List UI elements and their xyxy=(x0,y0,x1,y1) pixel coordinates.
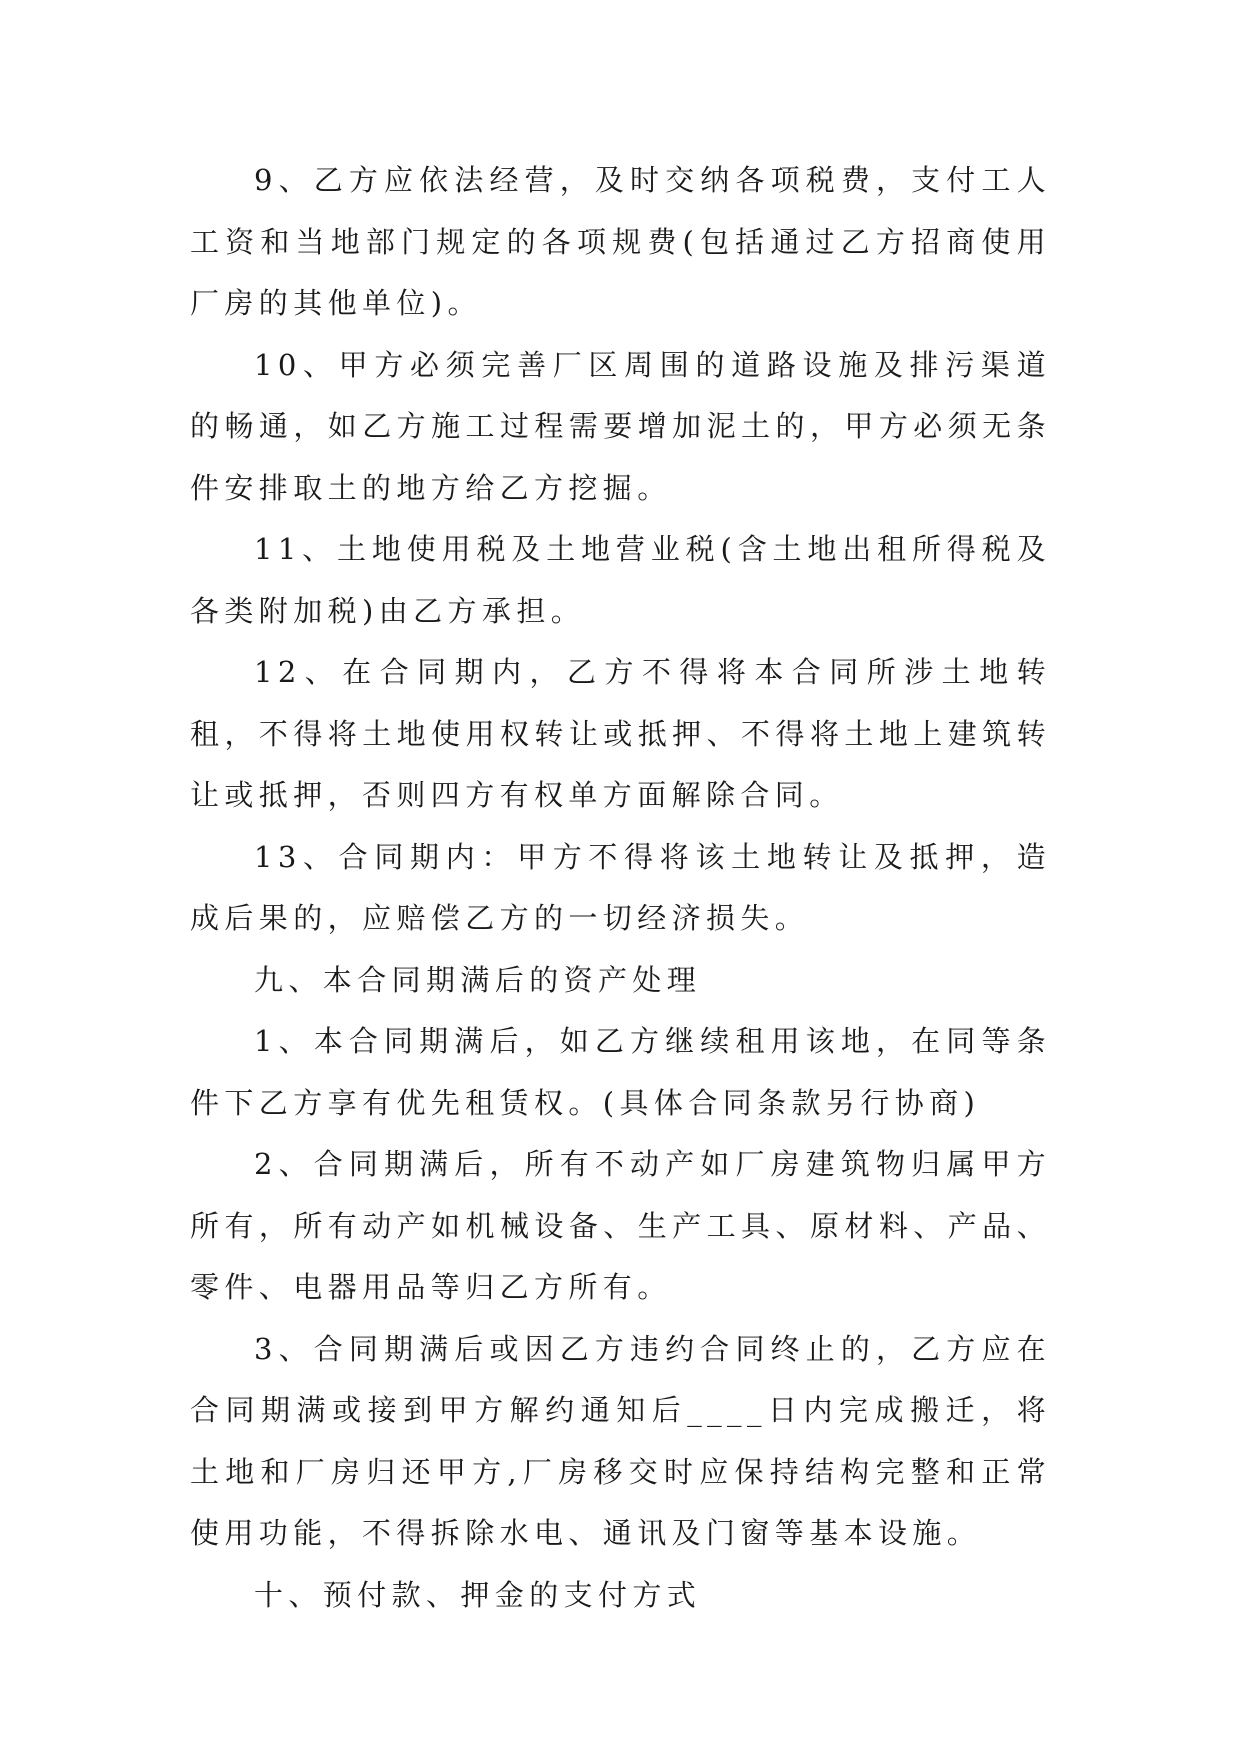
asset-clause-1: 1、本合同期满后，如乙方继续租用该地，在同等条件下乙方享有优先租赁权。(具体合同条款另行协商) xyxy=(190,1024,1051,1120)
section-heading-10: 十、预付款、押金的支付方式 xyxy=(254,1577,702,1612)
asset-clause-3: 3、合同期满后或因乙方违约合同终止的，乙方应在合同期满或接到甲方解约通知后____日内完成搬迁，将土地和厂房归还甲方,厂房移交时应保持结构完整和正常使用功能，不得拆除水电、通讯及门窗等基本设施。 xyxy=(190,1331,1051,1550)
clause-13: 13、合同期内：甲方不得将该土地转让及抵押，造成后果的，应赔偿乙方的一切经济损失。 xyxy=(190,839,1051,935)
asset-clause-2: 2、合同期满后，所有不动产如厂房建筑物归属甲方所有，所有动产如机械设备、生产工具、原材料、产品、零件、电器用品等归乙方所有。 xyxy=(190,1147,1051,1304)
document-body xyxy=(190,150,1051,1626)
clause-10: 10、甲方必须完善厂区周围的道路设施及排污渠道的畅通，如乙方施工过程需要增加泥土的，甲方必须无条件安排取土的地方给乙方挖掘。 xyxy=(190,347,1051,505)
clause-11: 11、土地使用税及土地营业税(含土地出租所得税及各类附加税)由乙方承担。 xyxy=(190,532,1051,628)
clause-9: 9、乙方应依法经营，及时交纳各项税费，支付工人工资和当地部门规定的各项规费(包括通过乙方招商使用厂房的其他单位)。 xyxy=(190,163,1051,320)
clause-12: 12、在合同期内，乙方不得将本合同所涉土地转租，不得将土地使用权转让或抵押、不得将土地上建筑转让或抵押，否则四方有权单方面解除合同。 xyxy=(190,655,1051,812)
section-heading-9: 九、本合同期满后的资产处理 xyxy=(254,962,702,997)
